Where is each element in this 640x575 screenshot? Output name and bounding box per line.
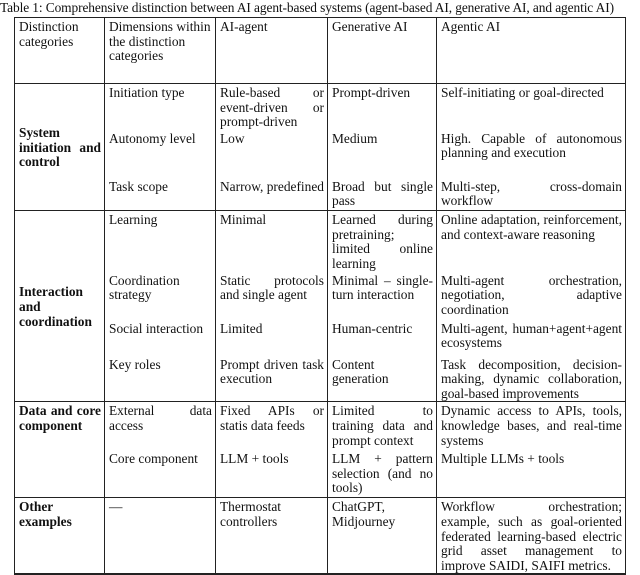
ai-agent-cell: Static protocols and single agent xyxy=(216,272,328,320)
dimension-cell: Initiation type xyxy=(105,84,216,130)
header-distinction-categories: Distinction categories xyxy=(15,18,105,84)
ai-agent-cell: Prompt driven task execution xyxy=(216,356,328,402)
dimension-cell: Social interaction xyxy=(105,320,216,356)
table-row xyxy=(15,178,626,211)
dimension-cell: Coordination strategy xyxy=(105,272,216,320)
agentic-ai-cell: Dynamic access to APIs, tools, knowledge bases, and real-time systems xyxy=(437,402,626,450)
dimension-cell: Learning xyxy=(105,211,216,272)
generative-ai-cell: Limited to training data and prompt context xyxy=(328,402,437,450)
ai-agent-cell: Thermostat controllers xyxy=(216,498,328,574)
ai-agent-cell: Low xyxy=(216,130,328,178)
agentic-ai-cell: Multi-step, cross-domain workflow xyxy=(437,178,626,211)
table-row xyxy=(15,402,626,450)
header-dimensions: Dimensions within the distinction categories xyxy=(105,18,216,84)
table-header-row xyxy=(15,18,626,84)
agentic-ai-cell: Multi-agent, human+agent+agent ecosystems xyxy=(437,320,626,356)
ai-agent-cell: LLM + tools xyxy=(216,450,328,498)
table-row xyxy=(15,450,626,498)
ai-agent-cell: Fixed APIs or statis data feeds xyxy=(216,402,328,450)
header-agentic-ai: Agentic AI xyxy=(437,18,626,84)
generative-ai-cell: Broad but single pass xyxy=(328,178,437,211)
dimension-cell: Task scope xyxy=(105,178,216,211)
dimension-cell: Key roles xyxy=(105,356,216,402)
table-row xyxy=(15,130,626,178)
table-row xyxy=(15,84,626,130)
header-generative-ai: Generative AI xyxy=(328,18,437,84)
dimension-cell: External data access xyxy=(105,402,216,450)
generative-ai-cell: LLM + pattern selection (and no tools) xyxy=(328,450,437,498)
generative-ai-cell: Medium xyxy=(328,130,437,178)
ai-agent-cell: Narrow, predefined xyxy=(216,178,328,211)
generative-ai-cell: Prompt-driven xyxy=(328,84,437,130)
ai-agent-cell: Limited xyxy=(216,320,328,356)
generative-ai-cell: Human-centric xyxy=(328,320,437,356)
dimension-cell: — xyxy=(105,498,216,574)
category-cell: Interaction and coordination xyxy=(15,211,105,402)
agentic-ai-cell: High. Capable of autonomous planning and execution xyxy=(437,130,626,178)
agentic-ai-cell: Online adaptation, reinforcement, and context-aware reasoning xyxy=(437,211,626,272)
table-row xyxy=(15,320,626,356)
agentic-ai-cell: Workflow orchestration; example, such as goal-oriented federated learning-based electric grid asset management to improve SAIDI, SAIFI metrics. xyxy=(437,498,626,574)
table-row xyxy=(15,272,626,320)
agentic-ai-cell: Multi-agent orchestration, negotiation, adaptive coordination xyxy=(437,272,626,320)
table-row xyxy=(15,498,626,574)
generative-ai-cell: ChatGPT, Midjourney xyxy=(328,498,437,574)
category-cell: Other examples xyxy=(15,498,105,574)
dimension-cell: Autonomy level xyxy=(105,130,216,178)
header-ai-agent: AI-agent xyxy=(216,18,328,84)
table-caption: Table 1: Comprehensive distinction between AI agent-based systems (agent-based AI, generative AI, and agentic AI) xyxy=(0,0,614,15)
category-cell: System initiation and control xyxy=(15,84,105,211)
agentic-ai-cell: Task decomposition, decision-making, dynamic collaboration, goal-based improvements xyxy=(437,356,626,402)
category-cell: Data and core component xyxy=(15,402,105,498)
dimension-cell: Core component xyxy=(105,450,216,498)
generative-ai-cell: Minimal – single-turn interaction xyxy=(328,272,437,320)
table-row xyxy=(15,356,626,402)
table-row xyxy=(15,211,626,272)
generative-ai-cell: Content generation xyxy=(328,356,437,402)
agentic-ai-cell: Self-initiating or goal-directed xyxy=(437,84,626,130)
distinction-table xyxy=(14,17,626,575)
ai-agent-cell: Minimal xyxy=(216,211,328,272)
ai-agent-cell: Rule-based or event-driven or prompt-driven xyxy=(216,84,328,130)
generative-ai-cell: Learned during pretraining; limited online learning xyxy=(328,211,437,272)
agentic-ai-cell: Multiple LLMs + tools xyxy=(437,450,626,498)
